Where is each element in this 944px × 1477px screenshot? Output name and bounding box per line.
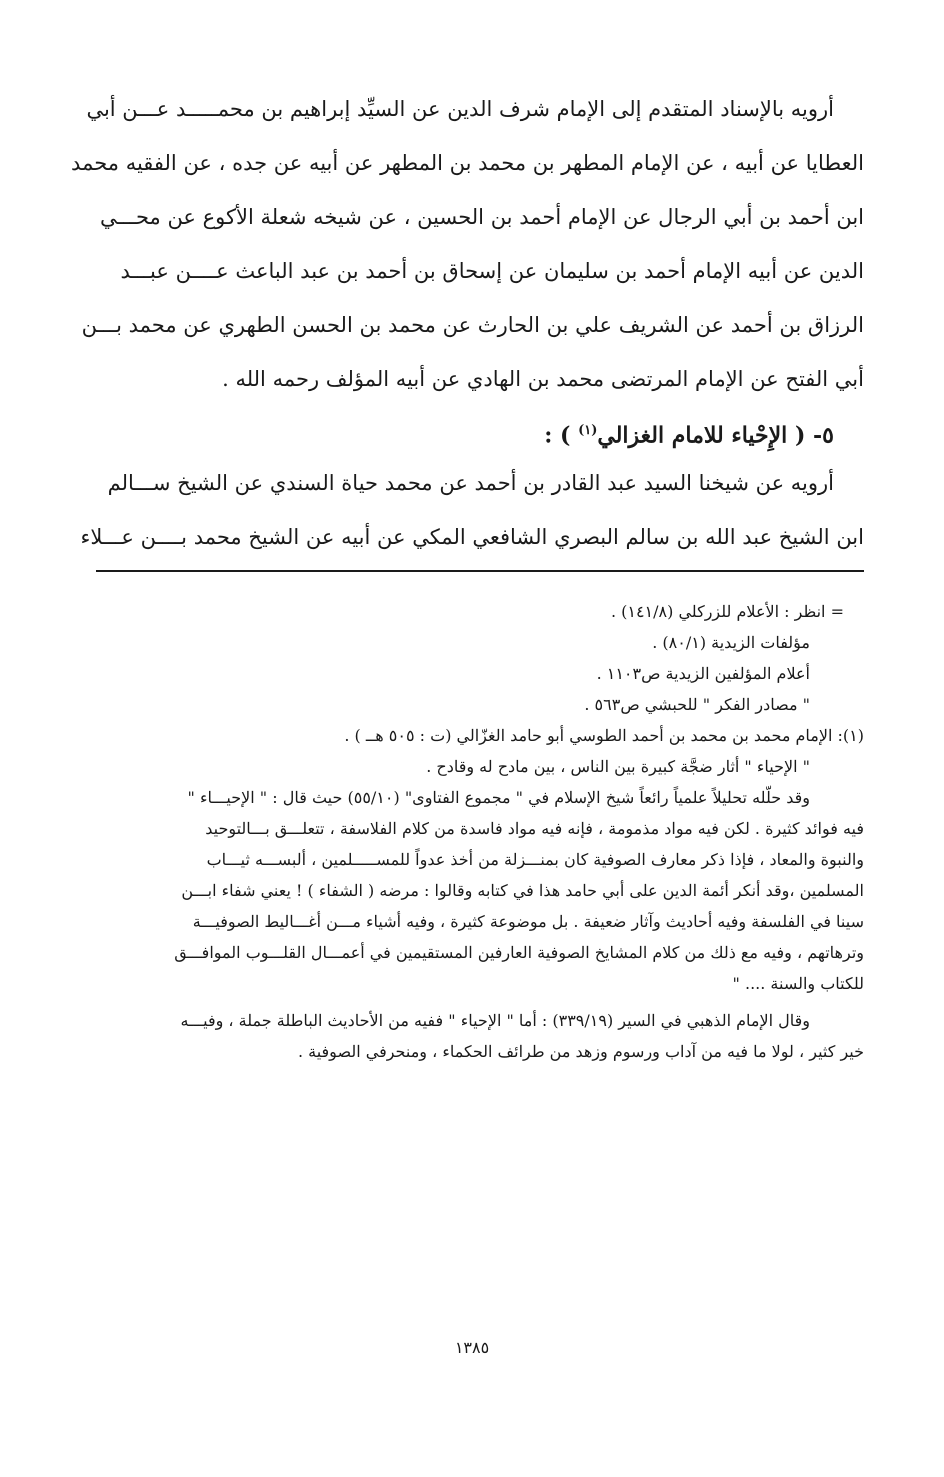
text-line: ابن الشيخ عبد الله بن سالم البصري الشافعي المكي عن أبيه عن الشيخ محمد بــــن عـــلاء <box>80 525 864 549</box>
text-line: أبي الفتح عن الإمام المرتضى محمد بن الهادي عن أبيه المؤلف رحمه الله . <box>222 367 864 391</box>
footnotes <box>80 596 864 1067</box>
footnote-line: = انظر : الأعلام للزركلي (١٤١/٨) . <box>610 602 844 621</box>
footnote-line: المسلمين ،وقد أنكر أئمة الدين على أبي حامد هذا في كتابه وقالوا : مرضه ( الشفاء ) ! يعني شفاء ابـــن <box>181 881 864 900</box>
heading-suffix: ) : <box>544 422 579 449</box>
text-line: العطايا عن أبيه ، عن الإمام المطهر بن محمد بن المطهر عن أبيه عن جده ، عن الفقيه محمد <box>71 151 864 175</box>
heading-title: الإِحْياء للامام الغزالي <box>597 422 795 449</box>
page-number: ١٣٨٥ <box>454 1338 490 1357</box>
text-line: أرويه عن شيخنا السيد عبد القادر بن أحمد عن محمد حياة السندي عن الشيخ ســـالم <box>107 471 834 495</box>
text-line: الرزاق بن أحمد عن الشريف علي بن الحارث عن محمد بن الحسن الطهري عن محمد بـــن <box>81 313 864 337</box>
footnote-line: مؤلفات الزيدية (٨٠/١) . <box>652 633 810 652</box>
footnote-line: فيه فوائد كثيرة . لكن فيه مواد مذمومة ، فإنه فيه مواد فاسدة من كلام الفلاسفة ، تتعلـــق بـــالتوحيد <box>205 819 864 838</box>
footnote-reference: (١) <box>578 423 598 438</box>
footnote-line: " مصادر الفكر " للحبشي ص٥٦٣ . <box>584 695 810 714</box>
footnote-line: " الإحياء " أثار ضجَّة كبيرة بين الناس ، بين مادح له وقادح . <box>426 757 810 776</box>
text-line: ابن أحمد بن أبي الرجال عن الإمام أحمد بن الحسين ، عن شيخه شعلة الأكوع عن محـــي <box>100 205 864 229</box>
text-line: أرويه بالإسناد المتقدم إلى الإمام شرف الدين عن السيِّد إبراهيم بن محمـــــد عـــن أبي <box>86 97 834 121</box>
footnote-line: وقد حلّله تحليلاً علمياً رائعاً شيخ الإسلام في " مجموع الفتاوى" (٥٥/١٠) حيث قال : " الإحيـــاء " <box>187 788 810 807</box>
footnote-divider <box>96 570 864 572</box>
footnote-line: خير كثير ، لولا ما فيه من آداب ورسوم وزهد من طرائف الحكماء ، ومنحرفي الصوفية . <box>297 1042 864 1061</box>
footnote-line: أعلام المؤلفين الزيدية ص١١٠٣ . <box>596 664 810 683</box>
footnote-line: وقال الإمام الذهبي في السير (٣٣٩/١٩) : أما " الإحياء " ففيه من الأحاديث الباطلة جملة ، وفيـــه <box>180 1011 810 1030</box>
footnote-line: للكتاب والسنة .... " <box>732 974 864 993</box>
footnote-line: والنبوة والمعاد ، فإذا ذكر معارف الصوفية كان بمنـــزلة من أخذ عدواً للمســـــلمين ، ألبســـه ثيـــاب <box>206 850 864 869</box>
footnote-line: وترهاتهم ، وفيه مع ذلك من كلام المشايخ الصوفية العارفين المستقيمين في أعمـــال القلـــوب الموافـــق <box>174 943 864 962</box>
section-heading <box>80 406 864 456</box>
footnote-1-title: (١): الإمام محمد بن محمد بن أحمد الطوسي أبو حامد الغزّالي (ت : ٥٠٥ هــ ) . <box>344 726 864 745</box>
heading-prefix: ٥- ( <box>794 422 834 449</box>
text-line: الدين عن أبيه الإمام أحمد بن سليمان عن إسحاق بن أحمد بن عبد الباعث عــــن عبـــد <box>120 259 864 283</box>
footnote-line: سينا في الفلسفة وفيه أحاديث وآثار ضعيفة . بل موضوعة كثيرة ، وفيه أشياء مـــن أغـــاليط الصوفيـــة <box>192 912 864 931</box>
main-text <box>71 82 864 564</box>
